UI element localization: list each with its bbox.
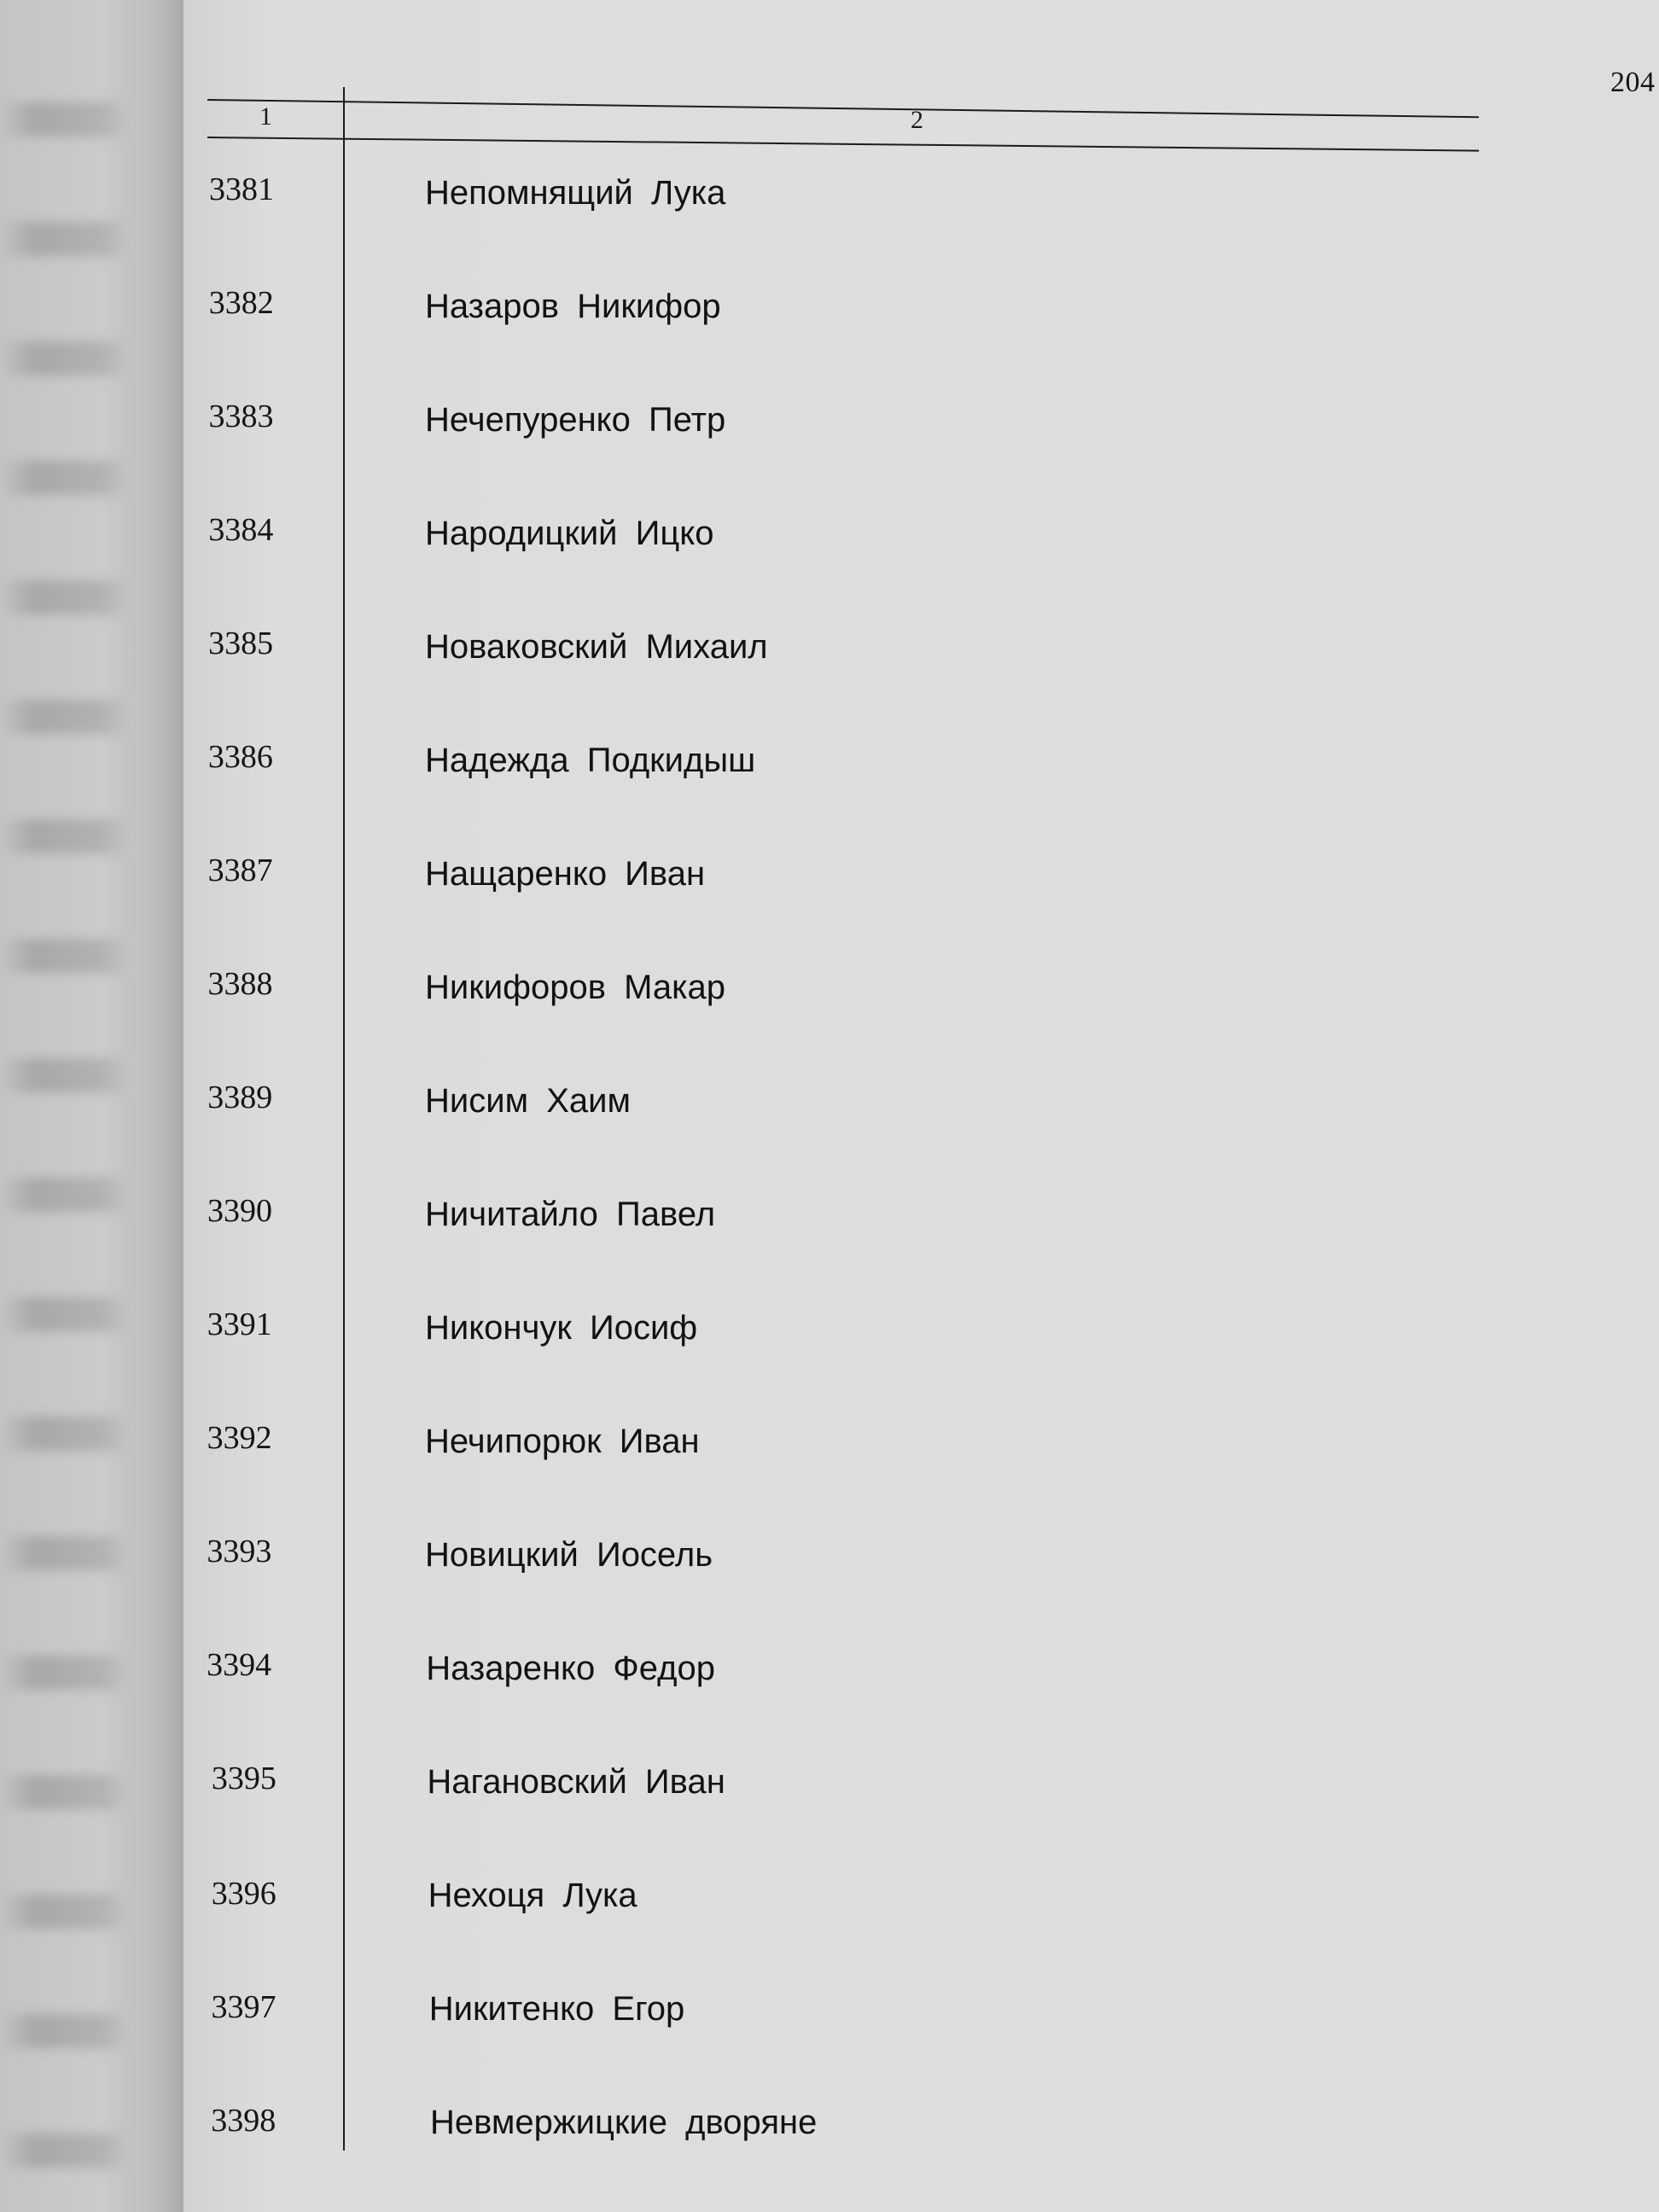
blurred-facing-text (0, 2133, 183, 2168)
entry-name: Народицкий Ицко (425, 515, 714, 552)
entry-name: Нащаренко Иван (425, 855, 706, 893)
page-number: 204 (1610, 67, 1656, 98)
blurred-facing-text (0, 1297, 183, 1331)
blurred-facing-text (0, 580, 183, 614)
entry-name: Нечепуренко Петр (425, 401, 726, 439)
entry-name: Надежда Подкидыш (425, 742, 756, 779)
blurred-facing-text (0, 1417, 183, 1451)
entry-number: 3381 (209, 172, 274, 207)
entry-number: 3393 (207, 1534, 272, 1569)
entry-name: Никифоров Макар (425, 969, 725, 1006)
entry-number: 3388 (207, 966, 273, 1002)
entry-number: 3396 (211, 1876, 276, 1912)
left-facing-page (0, 0, 183, 2212)
header-bottom-rule (207, 137, 1479, 152)
blurred-facing-text (0, 1536, 183, 1570)
blurred-facing-text (0, 1895, 183, 1929)
blurred-facing-text (0, 2014, 183, 2048)
blurred-facing-text (0, 341, 183, 375)
entry-name: Нагановский Иван (427, 1763, 725, 1801)
entry-number: 3387 (207, 853, 273, 888)
entry-number: 3398 (211, 2103, 276, 2139)
entry-name: Новицкий Иосель (425, 1536, 713, 1574)
blurred-facing-text (0, 102, 183, 137)
blurred-facing-text (0, 939, 183, 973)
right-page (183, 0, 1659, 2212)
entry-number: 3395 (211, 1761, 276, 1796)
entry-name: Никитенко Егор (428, 1990, 685, 2028)
entry-number: 3392 (207, 1420, 272, 1456)
column-header-2: 2 (911, 106, 923, 134)
column-divider (343, 87, 345, 2151)
entry-name: Никончук Иосиф (425, 1309, 698, 1347)
entry-number: 3384 (208, 512, 274, 548)
entry-name: Непомнящий Лука (425, 174, 726, 212)
entry-name: Назаренко Федор (426, 1650, 715, 1687)
entry-number: 3391 (207, 1307, 272, 1342)
entry-number: 3390 (207, 1193, 273, 1229)
entry-number: 3382 (208, 285, 274, 321)
entry-name: Новаковский Михаил (425, 628, 768, 666)
entry-number: 3394 (207, 1647, 272, 1683)
header-top-rule (207, 99, 1479, 118)
entry-number: 3385 (208, 626, 274, 661)
entry-name: Нехоця Лука (428, 1877, 637, 1914)
blurred-facing-text (0, 461, 183, 495)
blurred-facing-text (0, 1775, 183, 1809)
entry-name: Нисим Хаим (425, 1082, 631, 1120)
entry-name: Нечипорюк Иван (425, 1423, 700, 1460)
entry-name: Ничитайло Павел (425, 1196, 716, 1233)
blurred-facing-text (0, 700, 183, 734)
entry-number: 3386 (207, 739, 273, 775)
entry-number: 3397 (211, 1989, 276, 2025)
blurred-facing-text (0, 222, 183, 256)
blurred-facing-text (0, 819, 183, 853)
blurred-facing-text (0, 1178, 183, 1212)
entry-number: 3383 (208, 399, 274, 434)
column-header-1: 1 (259, 102, 272, 131)
entry-name: Невмержицкие дворяне (430, 2104, 818, 2141)
blurred-facing-text (0, 1656, 183, 1690)
blurred-facing-text (0, 1058, 183, 1092)
entry-number: 3389 (207, 1080, 273, 1115)
entry-name: Назаров Никифор (425, 288, 721, 325)
